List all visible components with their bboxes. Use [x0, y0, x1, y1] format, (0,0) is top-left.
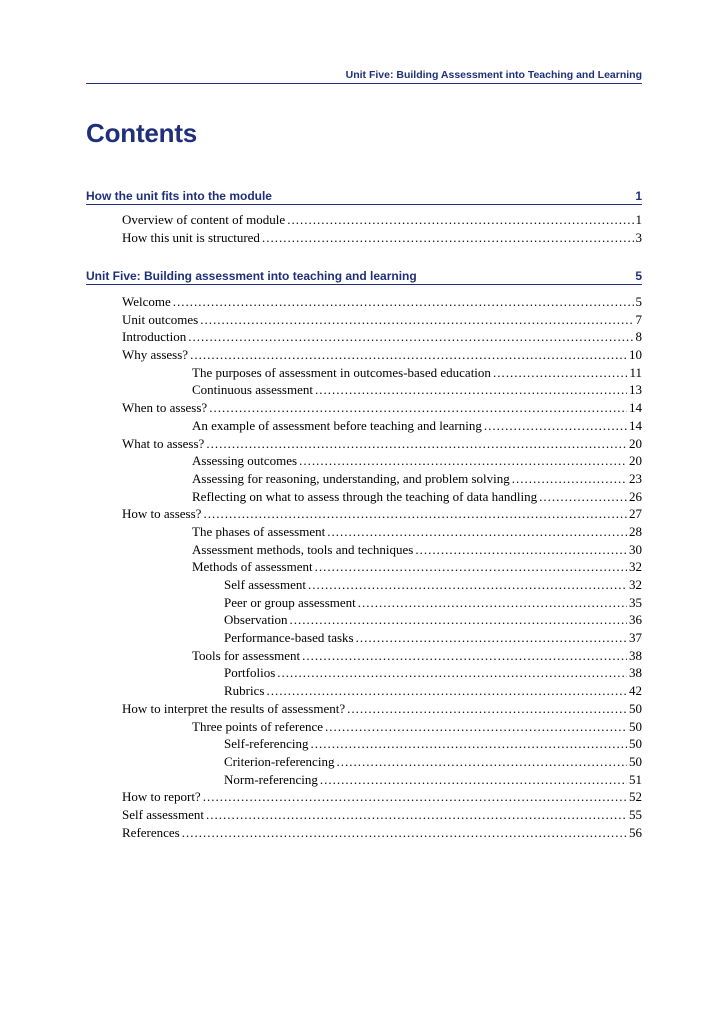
dot-leader [310, 736, 627, 752]
toc-entry-label: How to assess? [122, 506, 202, 522]
toc-entry[interactable] [122, 701, 642, 719]
toc-entry-label: Assessing outcomes [192, 453, 298, 469]
toc-entry-page: 3 [635, 229, 642, 245]
toc-entry-label: Assessing for reasoning, understanding, and problem solving [192, 470, 510, 486]
toc-entry[interactable] [122, 329, 642, 347]
dot-leader [266, 683, 627, 699]
toc-entry[interactable] [122, 559, 642, 577]
section-heading-page: 5 [635, 269, 642, 283]
toc-entry-page: 27 [629, 506, 642, 522]
toc-entry-label: Unit outcomes [122, 311, 199, 327]
toc-entry[interactable] [122, 612, 642, 630]
dot-leader [206, 807, 627, 823]
toc-entry-label: Three points of reference [192, 718, 324, 734]
toc-entry-label: Introduction [122, 329, 187, 345]
dot-leader [315, 559, 627, 575]
dot-leader [308, 577, 627, 593]
toc-entry-page: 36 [629, 612, 642, 628]
toc-entry-label: The phases of assessment [192, 523, 326, 539]
dot-leader [262, 230, 634, 246]
dot-leader [277, 665, 627, 681]
toc-entry-page: 38 [629, 647, 642, 663]
dot-leader [356, 630, 627, 646]
toc-entry[interactable] [122, 347, 642, 365]
toc-entry-label: When to assess? [122, 400, 208, 416]
toc-entry-page: 52 [629, 789, 642, 805]
toc-entry-label: Self-referencing [224, 736, 309, 752]
toc-entry[interactable] [122, 719, 642, 737]
toc-entry-page: 11 [629, 364, 642, 380]
toc-entry[interactable] [122, 436, 642, 454]
toc-list-section-1 [122, 212, 642, 247]
toc-entry[interactable] [122, 807, 642, 825]
toc-entry[interactable] [122, 453, 642, 471]
toc-entry-page: 56 [629, 824, 642, 840]
toc-entry[interactable] [122, 418, 642, 436]
section-heading-label: Unit Five: Building assessment into teaching and learning [86, 269, 417, 283]
toc-entry-page: 1 [635, 212, 642, 227]
toc-entry[interactable] [122, 542, 642, 560]
dot-leader [336, 754, 627, 770]
toc-entry-page: 10 [629, 347, 642, 363]
dot-leader [302, 648, 627, 664]
toc-entry[interactable] [122, 577, 642, 595]
dot-leader [290, 612, 627, 628]
toc-entry-page: 50 [629, 753, 642, 769]
toc-entry-page: 51 [629, 771, 642, 787]
toc-list-section-2 [122, 294, 642, 842]
toc-entry-label: Assessment methods, tools and techniques [192, 541, 414, 557]
toc-entry[interactable] [122, 506, 642, 524]
toc-entry-label: How to report? [122, 789, 201, 805]
dot-leader [190, 347, 627, 363]
dot-leader [209, 400, 627, 416]
toc-entry-label: What to assess? [122, 435, 205, 451]
section-heading-2[interactable] [86, 268, 642, 285]
toc-entry[interactable] [122, 665, 642, 683]
toc-entry-label: The purposes of assessment in outcomes-based education [192, 364, 491, 380]
toc-entry-page: 32 [629, 577, 642, 592]
toc-entry[interactable] [122, 630, 642, 648]
toc-entry-page: 7 [635, 311, 642, 327]
dot-leader [206, 436, 627, 452]
toc-entry-label: Observation [224, 612, 288, 628]
toc-entry-page: 14 [629, 400, 642, 416]
toc-entry-label: Norm-referencing [224, 771, 318, 787]
toc-entry-label: Portfolios [224, 665, 276, 681]
toc-entry[interactable] [122, 736, 642, 754]
dot-leader [320, 772, 627, 788]
toc-entry-label: Tools for assessment [192, 647, 301, 663]
toc-entry[interactable] [122, 365, 642, 383]
toc-entry[interactable] [122, 400, 642, 418]
toc-entry[interactable] [122, 294, 642, 312]
dot-leader [299, 453, 627, 469]
dot-leader [203, 789, 627, 805]
dot-leader [182, 825, 627, 841]
toc-entry[interactable] [122, 471, 642, 489]
running-header-title: Unit Five: Building Assessment into Teaching and Learning [345, 69, 642, 81]
toc-entry-label: Welcome [122, 294, 171, 309]
toc-entry-page: 37 [629, 630, 642, 646]
toc-entry-label: Overview of content of module [122, 212, 286, 227]
dot-leader [173, 294, 634, 310]
toc-entry[interactable] [122, 230, 642, 248]
toc-entry-label: Criterion-referencing [224, 753, 335, 769]
toc-entry-label: Rubrics [224, 683, 265, 699]
dot-leader [315, 382, 627, 398]
toc-entry-label: Peer or group assessment [224, 594, 356, 610]
dot-leader [188, 329, 633, 345]
dot-leader [200, 312, 633, 328]
dot-leader [512, 471, 627, 487]
toc-entry[interactable] [122, 524, 642, 542]
toc-entry-label: An example of assessment before teaching and learning [192, 417, 482, 433]
toc-entry[interactable] [122, 382, 642, 400]
toc-entry[interactable] [122, 212, 642, 230]
toc-entry[interactable] [122, 772, 642, 790]
toc-entry-page: 28 [629, 523, 642, 539]
toc-entry-label: Self assessment [122, 806, 204, 822]
dot-leader [415, 542, 627, 558]
toc-entry-page: 23 [629, 470, 642, 486]
toc-entry-label: Performance-based tasks [224, 630, 354, 646]
toc-entry-page: 50 [629, 718, 642, 734]
toc-entry-label: Continuous assessment [192, 382, 313, 398]
toc-entry-page: 50 [629, 736, 642, 752]
dot-leader [347, 701, 627, 717]
toc-entry-page: 50 [629, 700, 642, 716]
toc-entry-page: 5 [635, 294, 642, 309]
toc-entry-page: 30 [629, 541, 642, 557]
toc-entry-label: Methods of assessment [192, 559, 313, 575]
toc-entry-page: 13 [629, 382, 642, 398]
running-header [86, 68, 642, 84]
toc-entry-page: 20 [629, 453, 642, 469]
toc-entry[interactable] [122, 595, 642, 613]
toc-entry[interactable] [122, 648, 642, 666]
toc-entry-page: 42 [629, 683, 642, 699]
toc-entry-label: References [122, 824, 180, 840]
toc-entry-label: How to interpret the results of assessment? [122, 700, 346, 716]
section-heading-page: 1 [635, 189, 642, 203]
page-title: Contents [86, 118, 198, 148]
toc-entry-label: Self assessment [224, 577, 306, 592]
toc-entry-label: Why assess? [122, 347, 189, 363]
toc-entry-page: 38 [629, 665, 642, 681]
toc-entry-page: 35 [629, 594, 642, 610]
section-heading-label: How the unit fits into the module [86, 189, 272, 203]
toc-entry[interactable] [122, 489, 642, 507]
dot-leader [325, 719, 627, 735]
dot-leader [493, 365, 628, 381]
section-heading-1[interactable] [86, 188, 642, 205]
toc-entry-page: 8 [635, 329, 642, 345]
toc-entry-label: How this unit is structured [122, 229, 260, 245]
toc-entry-page: 14 [629, 417, 642, 433]
dot-leader [327, 524, 627, 540]
toc-entry-page: 32 [629, 559, 642, 575]
toc-entry[interactable] [122, 312, 642, 330]
dot-leader [539, 489, 627, 505]
toc-entry[interactable] [122, 789, 642, 807]
toc-entry-page: 55 [629, 806, 642, 822]
dot-leader [484, 418, 627, 434]
toc-entry[interactable] [122, 683, 642, 701]
toc-entry-page: 20 [629, 435, 642, 451]
toc-entry-label: Reflecting on what to assess through the teaching of data handling [192, 488, 538, 504]
toc-entry[interactable] [122, 825, 642, 843]
dot-leader [287, 212, 633, 228]
toc-entry-page: 26 [629, 488, 642, 504]
dot-leader [358, 595, 627, 611]
toc-entry[interactable] [122, 754, 642, 772]
dot-leader [203, 506, 627, 522]
